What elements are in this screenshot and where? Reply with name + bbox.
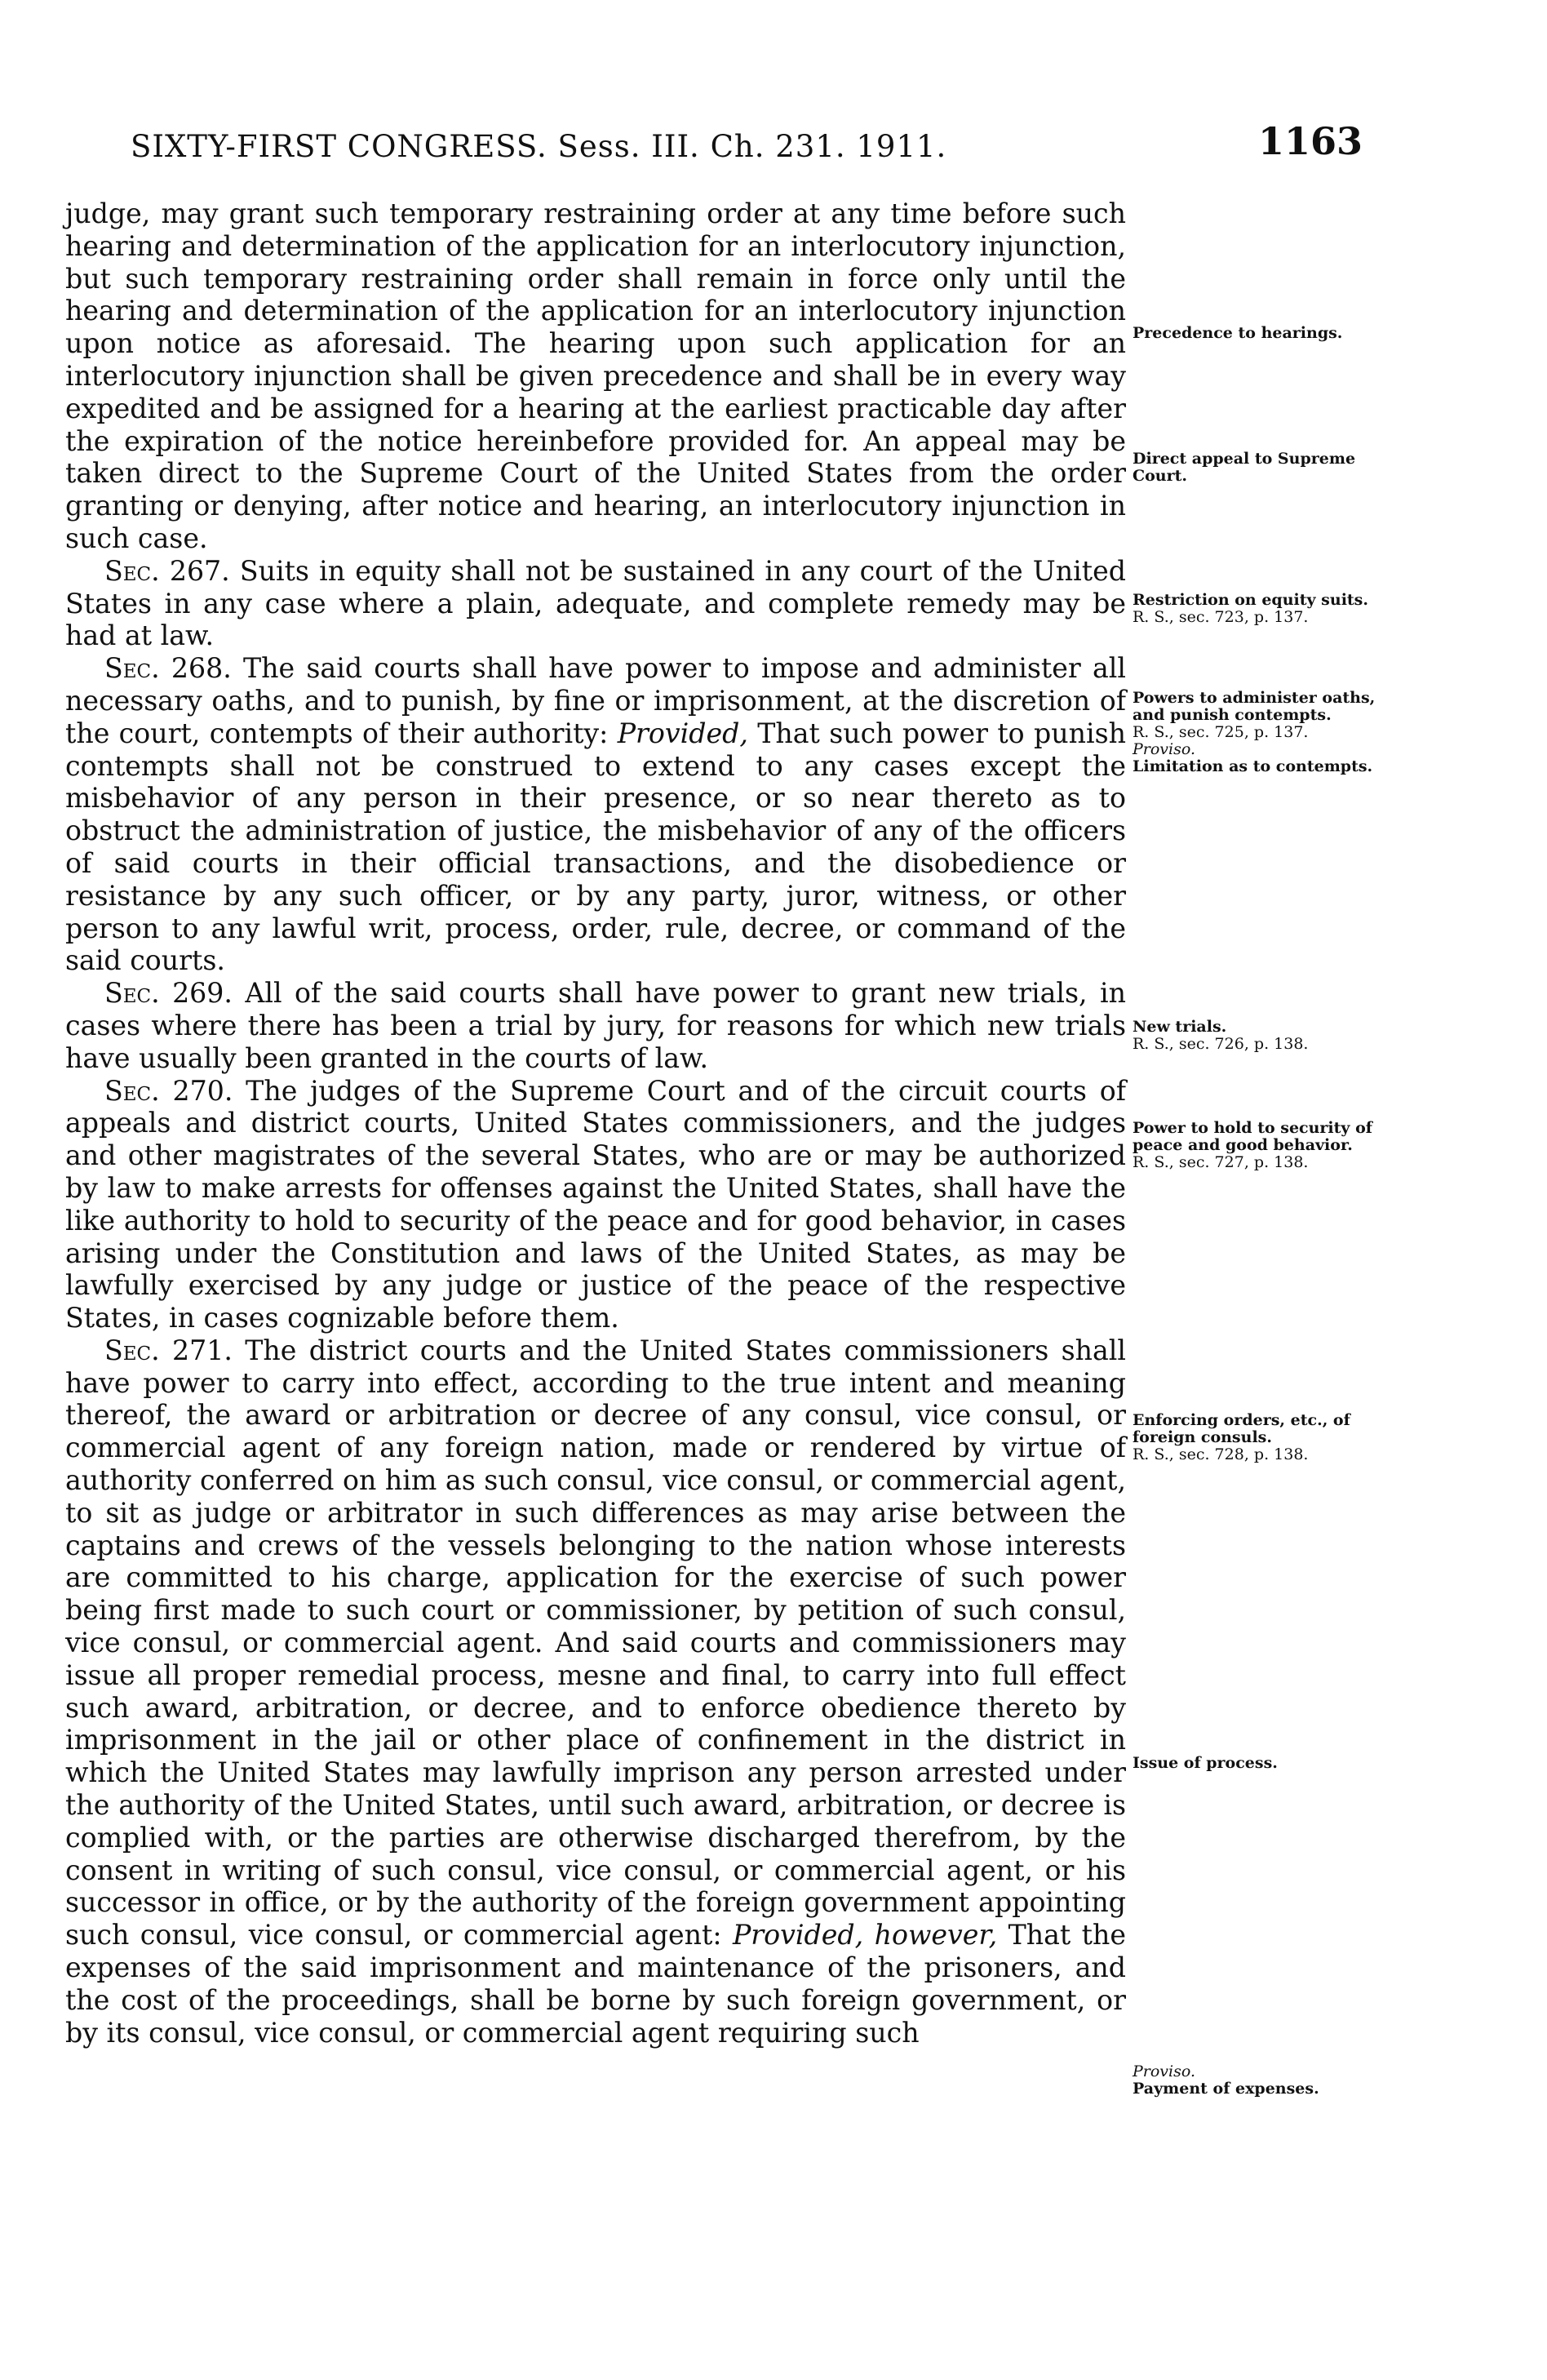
page-header bbox=[90, 119, 1363, 176]
section-label: Sec. 269. bbox=[104, 977, 233, 1010]
running-head: SIXTY-FIRST CONGRESS. Sess. III. Ch. 231. 1911. bbox=[131, 129, 947, 164]
section-text: Suits in equity shall not be sustained in any court of the United States in any case where a plain, adequate, and complete remedy may be had at law. bbox=[65, 554, 1126, 652]
section-text: That the expenses of the said imprisonment and maintenance of the prisoners, and the cost of the proceedings, shall be borne by such foreign government, or by its consul, vice consul, or commercial agent requiring such bbox=[65, 1919, 1126, 2049]
margin-note-precedence: Precedence to hearings. bbox=[1133, 324, 1343, 342]
section-271 bbox=[65, 1334, 1126, 2049]
margin-note-payment: Proviso. Payment of expenses. bbox=[1133, 2063, 1319, 2098]
section-267 bbox=[65, 555, 1126, 652]
section-label: Sec. 270. bbox=[104, 1074, 233, 1107]
margin-note-enforcing: Enforcing orders, etc., of foreign consuls. R. S., sec. 728, p. 138. bbox=[1133, 1411, 1350, 1463]
provided-term: Provided, however, bbox=[732, 1919, 998, 1952]
section-269 bbox=[65, 977, 1126, 1074]
section-text: The said courts shall have power to impose and administer all necessary oaths, and to punish, by fine or imprisonment, at the discretion of the court, contempts of their authority: bbox=[65, 652, 1127, 749]
section-text: All of the said courts shall have power to grant new trials, in cases where there has been a trial by jury, for reasons for which new trials have usually been granted in the courts of law. bbox=[65, 977, 1126, 1074]
section-text: That such power to punish contempts shall not be construed to extend to any cases except the misbehavior of any person in their presence, or so near thereto as to obstruct the administration of justice, the misbehavior of any of the officers of said courts in their official transactions, and the disobedience or resistance by any such officer, or by any party, juror, witness, or other person to any lawful writ, process, order, rule, decree, or command of the said courts. bbox=[65, 717, 1126, 977]
section-text: The judges of the Supreme Court and of the circuit courts of appeals and district courts, United States commissioners, and the judges and other magistrates of the several States, who are or may be authorized by law to make arrests for offenses against the United States, shall have the like authority to hold to security of the peace and for good behavior, in cases arising under the Constitution and laws of the United States, as may be lawfully exercised by any judge or justice of the peace of the respective States, in cases cognizable before them. bbox=[65, 1074, 1126, 1334]
section-270 bbox=[65, 1075, 1126, 1334]
body-text bbox=[65, 198, 1126, 2049]
margin-note-restriction: Restriction on equity suits. R. S., sec. 723, p. 137. bbox=[1133, 591, 1368, 626]
provided-term: Provided, bbox=[617, 717, 748, 749]
page-number: 1163 bbox=[1257, 119, 1363, 163]
section-label: Sec. 267. bbox=[104, 554, 230, 587]
paragraph: judge, may grant such temporary restraining order at any time before such hearing and determination of the application for an interlocutory injunction, but such temporary restraining order shall remain in force only until the hearing and determination of the application for an interlocutory injunction upon notice as aforesaid. The hearing upon such application for an interlocutory injunction shall be given precedence and shall be in every way expedited and be assigned for a hearing at the earliest practicable day after the expiration of the notice hereinbefore provided for. An appeal may be taken direct to the Supreme Court of the United States from the order granting or denying, after notice and hearing, an interlocutory injunction in such case. bbox=[65, 198, 1126, 554]
margin-note-direct-appeal: Direct appeal to Supreme Court. bbox=[1133, 450, 1356, 485]
margin-note-powers: Powers to administer oaths, and punish contempts. R. S., sec. 725, p. 137. Proviso. Limitation as to contempts. bbox=[1133, 689, 1376, 775]
section-label: Sec. 271. bbox=[104, 1334, 233, 1366]
section-label: Sec. 268. bbox=[104, 652, 232, 685]
section-268 bbox=[65, 652, 1126, 977]
margin-note-new-trials: New trials. R. S., sec. 726, p. 138. bbox=[1133, 1018, 1309, 1053]
margin-note-power-hold: Power to hold to security of peace and good behavior. R. S., sec. 727, p. 138. bbox=[1133, 1119, 1372, 1171]
margin-note-issue-process: Issue of process. bbox=[1133, 1754, 1278, 1772]
section-text: The district courts and the United States commissioners shall have power to carry into effect, according to the true intent and meaning thereof, the award or arbitration or decree of any consul, vice consul, or commercial agent of any foreign nation, made or rendered by virtue of authority conferred on him as such consul, vice consul, or commercial agent, to sit as judge or arbitrator in such differences as may arise between the captains and crews of the vessels belonging to the nation whose interests are committed to his charge, application for the exercise of such power being first made to such court or commissioner, by petition of such consul, vice consul, or commercial agent. And said courts and commissioners may issue all proper remedial process, mesne and final, to carry into full effect such award, arbitration, or decree, and to enforce obedience thereto by imprisonment in the jail or other place of confinement in the district in which the United States may lawfully imprison any person arrested under the authority of the United States, until such award, arbitration, or decree is complied with, or the parties are otherwise discharged therefrom, by the consent in writing of such consul, vice consul, or commercial agent, or his successor in office, or by the authority of the foreign government appointing such consul, vice consul, or commercial agent: bbox=[65, 1334, 1127, 1952]
